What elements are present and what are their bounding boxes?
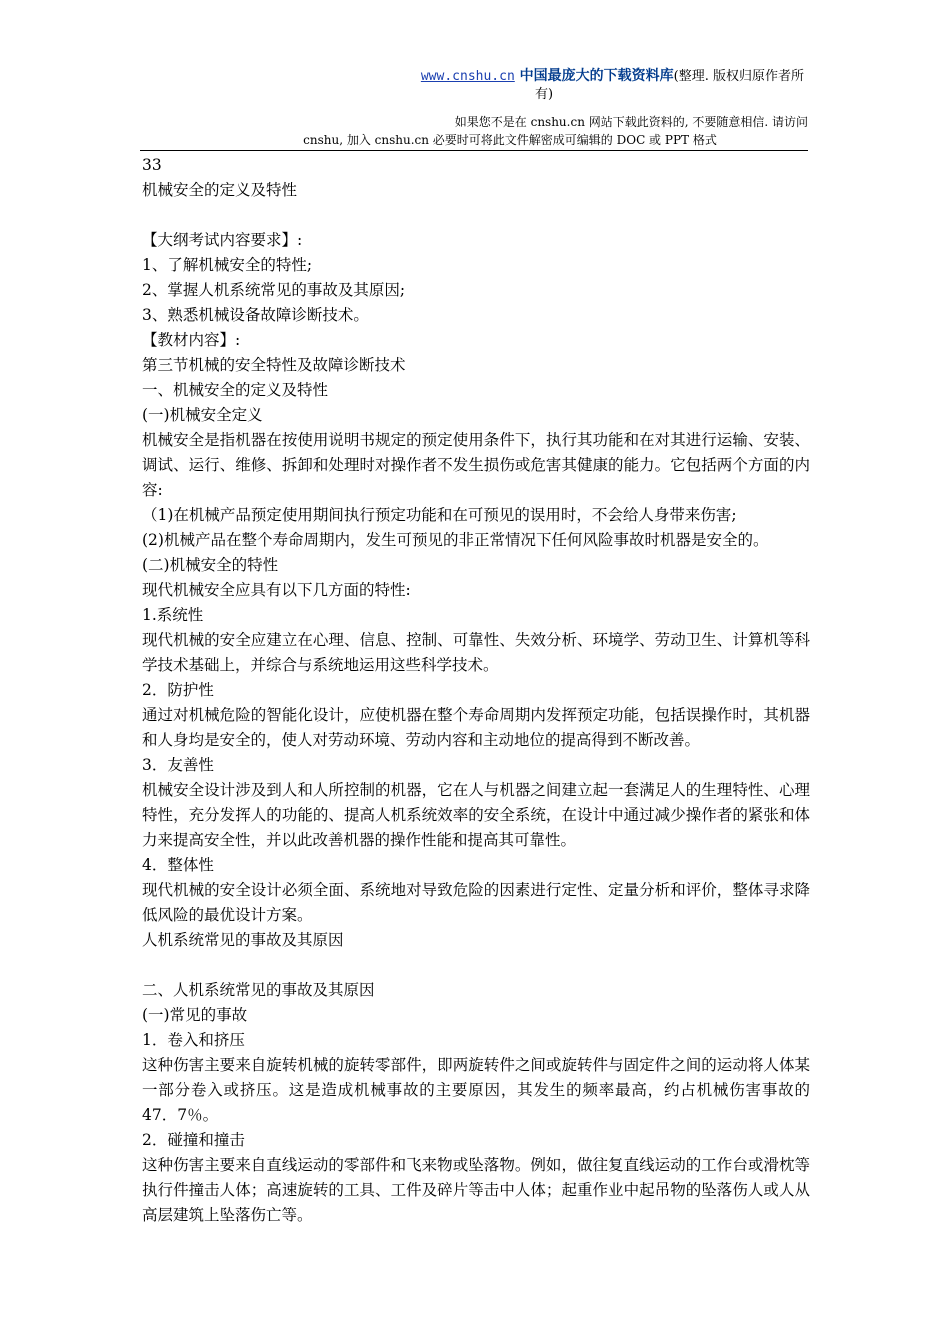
paragraph: 【大纲考试内容要求】: [142,231,303,249]
blank-line [142,953,810,978]
header-brand: 中国最庞大的下载资料库 [514,68,674,84]
paragraph: (一)常见的事故 [142,1006,248,1024]
document-body [142,153,810,1228]
paragraph: 一、机械安全的定义及特性 [142,381,329,399]
blank-line [142,203,810,228]
paragraph: 现代机械的安全应建立在心理、信息、控制、可靠性、失效分析、环境学、劳动卫生、计算机等科学技术基础上，并综合与系统地运用这些科学技术。 [142,631,810,674]
paragraph: (一)机械安全定义 [142,406,263,424]
header-rights-continued: 有) [534,87,554,102]
header-notice-1: 如果您不是在 cnshu.cn 网站下载此资料的, 不要随意相信. 请访问 [454,115,808,129]
paragraph: 1.系统性 [142,606,204,624]
paragraph: 第三节机械的安全特性及故障诊断技术 [142,356,406,374]
paragraph: 2．防护性 [142,681,214,699]
paragraph: 1．卷入和挤压 [142,1031,245,1049]
paragraph: 这种伤害主要来自旋转机械的旋转零部件，即两旋转件之间或旋转件与固定件之间的运动将人体某一部分卷入或挤压。这是造成机械事故的主要原因，其发生的频率最高，约占机械伤害事故的 47．7％。 [142,1056,810,1124]
header-rights: (整理. 版权归原作者所 [673,69,804,84]
paragraph: 二、人机系统常见的事故及其原因 [142,981,375,999]
page-number: 33 [142,156,162,174]
header-notice-2: cnshu, 加入 cnshu.cn 必要时可将此文件解密成可编辑的 DOC 或 PPT 格式 [303,133,717,147]
paragraph: 现代机械安全应具有以下几方面的特性: [142,581,411,599]
paragraph: （1)在机械产品预定使用期间执行预定功能和在可预见的误用时，不会给人身带来伤害; [142,506,737,524]
paragraph: 2．碰撞和撞击 [142,1131,245,1149]
paragraph: 现代机械的安全设计必须全面、系统地对导致危险的因素进行定性、定量分析和评价，整体寻求降低风险的最优设计方案。 [142,881,810,924]
site-link[interactable]: www.cnshu.cn [420,69,515,84]
paragraph: 4．整体性 [142,856,214,874]
paragraph: (二)机械安全的特性 [142,556,279,574]
paragraph: 1、了解机械安全的特性; [142,256,313,274]
paragraph: 这种伤害主要来自直线运动的零部件和飞来物或坠落物。例如，做往复直线运动的工作台或滑枕等执行件撞击人体；高速旋转的工具、工件及碎片等击中人体；起重作业中起吊物的坠落伤人或人从高层建筑上坠落伤亡等。 [142,1156,810,1224]
paragraph: 机械安全设计涉及到人和人所控制的机器，它在人与机器之间建立起一套满足人的生理特性、心理特性，充分发挥人的功能的、提高人机系统效率的安全系统，在设计中通过减少操作者的紧张和体力来提高安全性，并以此改善机器的操作性能和提高其可靠性。 [142,781,810,849]
paragraph: 3．友善性 [142,756,214,774]
paragraph-group-1 [142,228,810,953]
paragraph: 通过对机械危险的智能化设计，应使机器在整个寿命周期内发挥预定功能，包括误操作时，其机器和人身均是安全的，使人对劳动环境、劳动内容和主动地位的提高得到不断改善。 [142,706,810,749]
paragraph: 【教材内容】: [142,331,241,349]
paragraph: 机械安全是指机器在按使用说明书规定的预定使用条件下，执行其功能和在对其进行运输、安装、调试、运行、维修、拆卸和处理时对操作者不发生损伤或危害其健康的能力。它包括两个方面的内容: [142,431,810,499]
document-title: 机械安全的定义及特性 [142,181,298,199]
paragraph-group-2 [142,978,810,1228]
paragraph: 3、熟悉机械设备故障诊断技术。 [142,306,369,324]
page-header [140,66,808,149]
header-divider [140,150,808,151]
paragraph: 人机系统常见的事故及其原因 [142,931,344,949]
header-line-1 [140,66,808,87]
paragraph: (2)机械产品在整个寿命周期内，发生可预见的非正常情况下任何风险事故时机器是安全的。 [142,531,769,549]
paragraph: 2、掌握人机系统常见的事故及其原因; [142,281,406,299]
